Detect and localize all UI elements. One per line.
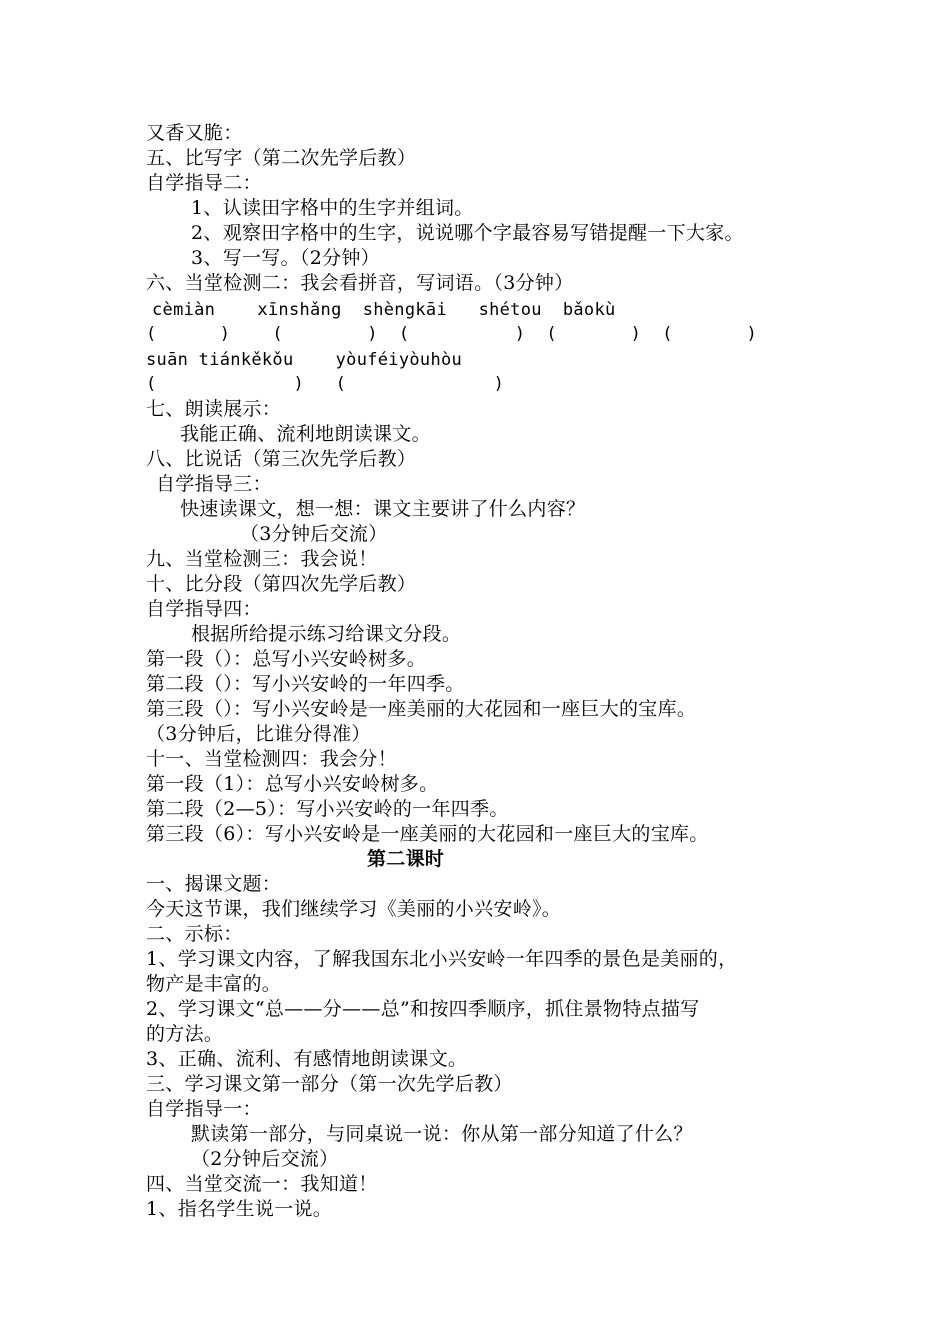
text-line: 3、写一写。（2分钟） [191, 247, 380, 269]
text-line: 3、正确、流利、有感情地朗读课文。 [146, 1048, 468, 1070]
section-heading: 二、示标： [146, 923, 243, 945]
lesson-title: 第二课时 [367, 848, 445, 870]
text-line: 自学指导二： [146, 172, 262, 194]
text-line: 1、学习课文内容，了解我国东北小兴安岭一年四季的景色是美丽的， [146, 948, 738, 970]
text-line: （3分钟后交流） [240, 523, 388, 545]
text-line: 今天这节课，我们继续学习《美丽的小兴安岭》。 [146, 898, 562, 920]
pinyin-line: suān tiánkěkǒu yòuféiyòuhòu [146, 350, 463, 370]
text-line: 物产是丰富的。 [146, 973, 282, 995]
text-line: 1、认读田字格中的生字并组词。 [191, 197, 474, 219]
section-heading: 九、当堂检测三：我会说！ [146, 548, 378, 570]
text-line: 第三段（）：写小兴安岭是一座美丽的大花园和一座巨大的宝库。 [146, 698, 697, 720]
section-heading: 六、当堂检测二：我会看拼音，写词语。（3分钟） [146, 272, 574, 294]
text-line: （2分钟后交流） [191, 1148, 339, 1170]
pinyin-line: cèmiàn xīnshǎng shèngkāi shétou bǎokù [152, 300, 616, 320]
text-line: 第二段（2—5）：写小兴安岭的一年四季。 [146, 798, 509, 820]
section-heading: 十、比分段（第四次先学后教） [146, 573, 417, 595]
answer-blanks: ( ) ( ) [146, 374, 505, 394]
text-line: （3分钟后，比谁分得准） [146, 723, 371, 745]
text-line: 2、学习课文“总——分——总”和按四季顺序，抓住景物特点描写 [146, 998, 700, 1020]
text-line: 自学指导一： [146, 1098, 262, 1120]
text-line: 自学指导四： [146, 598, 262, 620]
text-line: 2、观察田字格中的生字，说说哪个字最容易写错提醒一下大家。 [191, 222, 744, 244]
text-line: 默读第一部分，与同桌说一说：你从第一部分知道了什么？ [191, 1123, 693, 1145]
section-heading: 三、学习课文第一部分（第一次先学后教） [146, 1073, 513, 1095]
text-line: 快速读课文，想一想：课文主要讲了什么内容？ [180, 498, 586, 520]
text-line: 根据所给提示练习给课文分段。 [191, 623, 462, 645]
text-line: 第三段（6）：写小兴安岭是一座美丽的大花园和一座巨大的宝库。 [146, 823, 709, 845]
section-heading: 七、朗读展示： [146, 398, 282, 420]
section-heading: 五、比写字（第二次先学后教） [146, 147, 417, 169]
section-heading: 八、比说话（第三次先学后教） [146, 448, 417, 470]
section-heading: 四、当堂交流一：我知道！ [146, 1173, 378, 1195]
text-line: 1、指名学生说一说。 [146, 1198, 333, 1220]
text-line: 第一段（1）：总写小兴安岭树多。 [146, 773, 439, 795]
section-heading: 十一、当堂检测四：我会分！ [146, 748, 397, 770]
text-line: 又香又脆： [146, 122, 243, 144]
text-line: 第二段（）：写小兴安岭的一年四季。 [146, 673, 465, 695]
text-line: 第一段（）：总写小兴安岭树多。 [146, 648, 427, 670]
text-line: 我能正确、流利地朗读课文。 [180, 423, 431, 445]
text-line: 的方法。 [146, 1023, 224, 1045]
section-heading: 一、揭课文题： [146, 873, 282, 895]
answer-blanks: ( ) ( ) ( ) ( ) ( ) [146, 324, 758, 344]
text-line: 自学指导三： [156, 473, 272, 495]
